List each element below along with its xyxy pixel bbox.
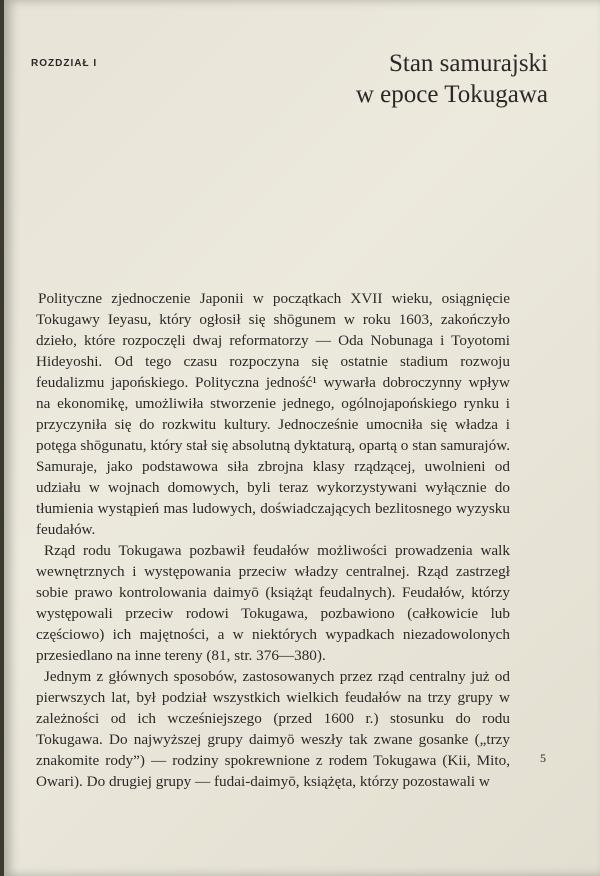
- paragraph-3: Jednym z głównych sposobów, zastosowanych przez rząd centralny już od pierwszych lat, był podział wszystkich wielkich feudałów na trzy grupy w zależności od ich wcześniejszego (przed 1600 r.) stosunku do rodu Tokugawa. Do najwyższej grupy daimyō weszły tak zwane gosanke („trzy znakomite rody”) — rodziny spokrewnione z rodem Tokugawa (Kii, Mito, Owari). Do drugiej grupy — fudai-daimyō, książęta, którzy pozostawali w: [36, 668, 510, 790]
- paragraph-1: Polityczne zjednoczenie Japonii w początkach XVII wieku, osiągnięcie Tokugawy Ieyasu, który ogłosił się shōgunem w roku 1603, zakończyło dzieło, które rozpoczęli dwaj reformatorzy — Oda Nobunaga i Toyotomi Hideyoshi. Od tego czasu rozpoczyna się ostatnie stadium rozwoju feudalizmu japońskiego. Polityczna jedność¹ wywarła dobroczynny wpływ na ekonomikę, umożliwiła stworzenie jednego, ogólnojapońskiego rynku i przyczyniła się do rozkwitu kultury. Jednocześnie umocniła się władza i potęga shōgunatu, który stał się absolutną dyktaturą, opartą o stan samurajów. Samuraje, jako podstawowa siła zbrojna klasy rządzącej, uwolnieni od udziału w wojnach domowych, byli teraz wykorzystywani wyłącznie do tłumienia wystąpień mas ludowych, doświadczających bezlitosnego wyzysku feudałów.: [36, 290, 510, 538]
- page-number: 5: [540, 751, 546, 765]
- chapter-title-line-1: Stan samurajski: [388, 50, 548, 77]
- chapter-title: [356, 48, 548, 110]
- chapter-label: ROZDZIAŁ I: [31, 58, 98, 69]
- body-text: [36, 288, 510, 792]
- book-page: [4, 0, 600, 876]
- chapter-title-line-2: w epoce Tokugawa: [355, 81, 548, 108]
- paragraph-2: Rząd rodu Tokugawa pozbawił feudałów możliwości prowadzenia walk wewnętrznych i występowania przeciw władzy centralnej. Rząd zastrzegł sobie prawo kontrolowania daimyō (książąt feudalnych). Feudałów, którzy występowali przeciw rodowi Tokugawa, pozbawiono (całkowicie lub częściowo) ich majętności, a w niektórych wypadkach niezadowolonych przesiedlano na inne tereny (81, str. 376—380).: [36, 542, 510, 664]
